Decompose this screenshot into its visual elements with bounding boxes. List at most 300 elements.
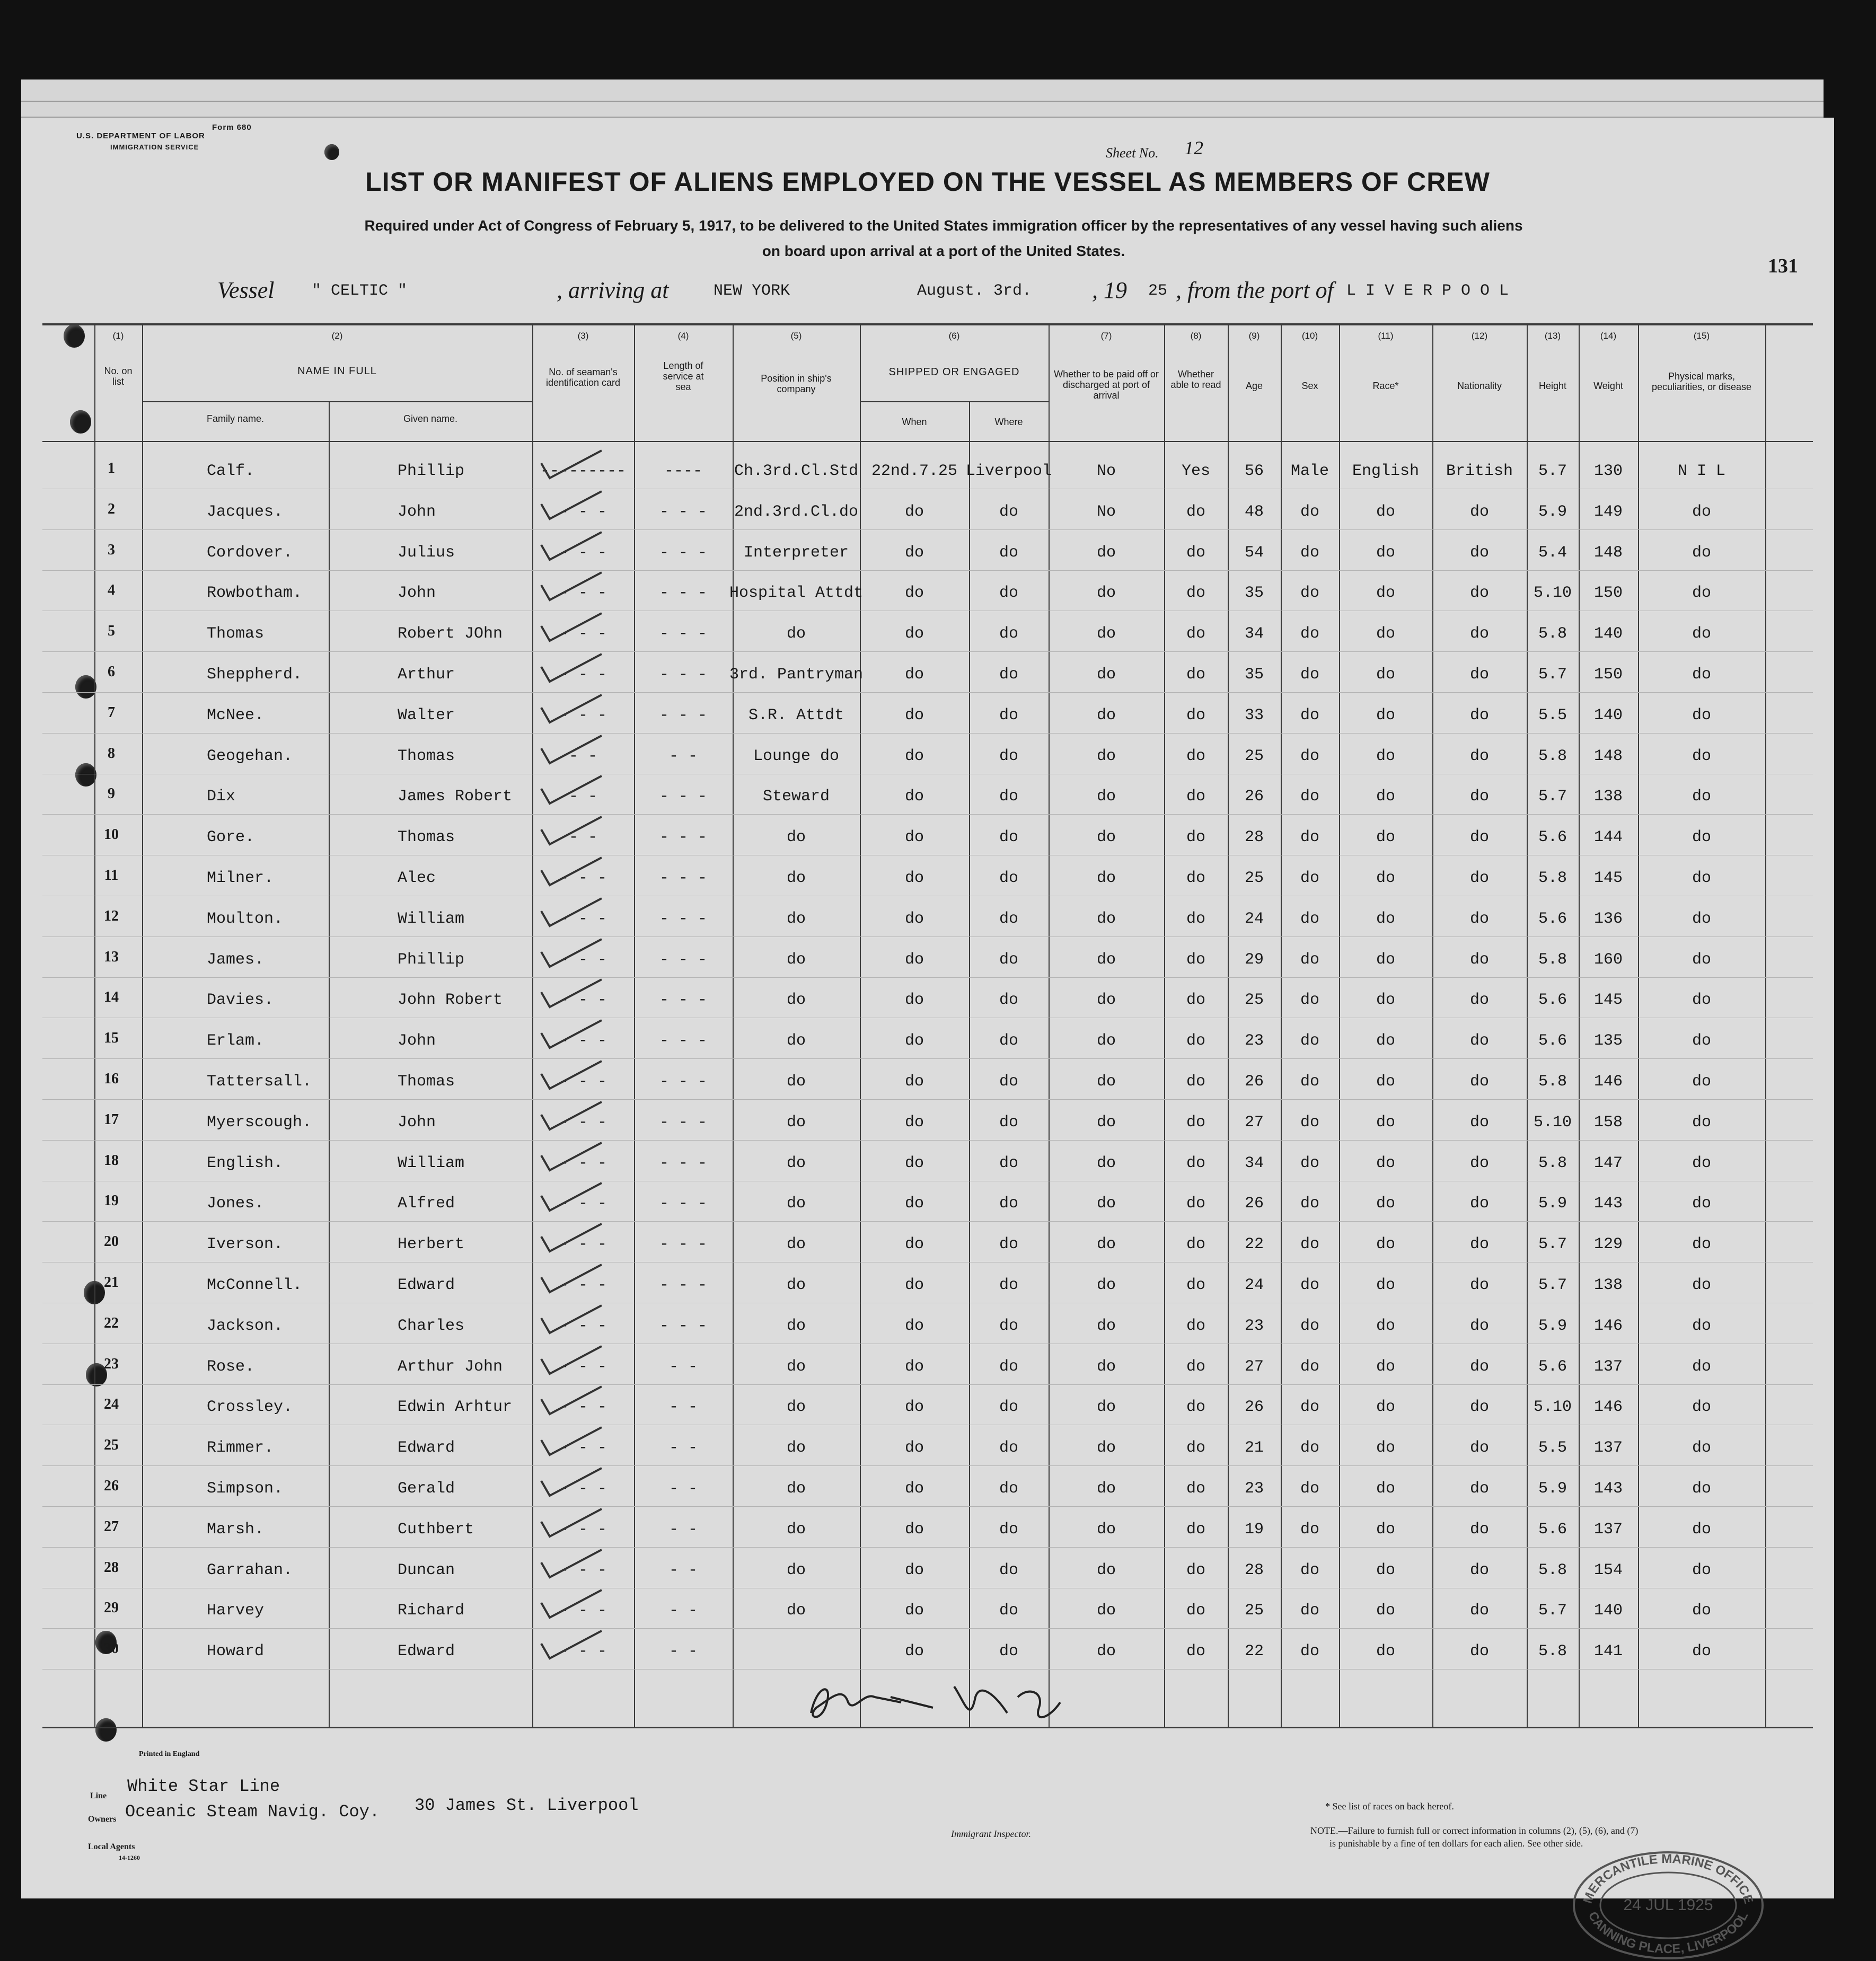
family-name-cell: Moulton. xyxy=(207,910,284,928)
shipped-where-cell: do xyxy=(999,1398,1019,1416)
family-name-cell: Rimmer. xyxy=(207,1439,274,1457)
height-cell: 5.6 xyxy=(1538,1521,1567,1539)
service-length-cell: - - - xyxy=(659,1114,708,1132)
paid-off-cell: do xyxy=(1096,666,1116,684)
given-name-cell: James Robert xyxy=(398,788,513,806)
check-mark xyxy=(538,488,607,525)
row-number-cell: 5 xyxy=(108,623,115,639)
sex-cell: do xyxy=(1300,788,1320,806)
check-mark xyxy=(538,1343,607,1380)
row-rule xyxy=(42,1221,1813,1222)
header-shipped: SHIPPED OR ENGAGED xyxy=(888,366,1020,378)
row-rule xyxy=(42,1384,1813,1385)
service-length-cell: - - - xyxy=(659,1195,708,1213)
age-cell: 25 xyxy=(1244,869,1264,887)
age-cell: 27 xyxy=(1244,1114,1264,1132)
weight-cell: 145 xyxy=(1593,869,1623,887)
age-cell: 28 xyxy=(1244,828,1264,846)
id-card-cell: - - - xyxy=(559,1032,607,1050)
id-card-cell: - - - xyxy=(559,1398,607,1416)
col-number: (11) xyxy=(1378,331,1394,341)
shipped-when-cell: do xyxy=(904,1195,924,1213)
id-card-cell: - - - xyxy=(559,1642,607,1660)
name-header-rule xyxy=(142,401,532,402)
age-cell: 25 xyxy=(1244,747,1264,765)
nationality-cell: do xyxy=(1469,625,1490,643)
height-cell: 5.6 xyxy=(1538,828,1567,846)
shipped-when-cell: do xyxy=(904,1480,924,1498)
owners-address: 30 James St. Liverpool xyxy=(415,1796,639,1815)
marks-cell: do xyxy=(1692,1398,1712,1416)
nationality-cell: do xyxy=(1469,1032,1490,1050)
position-cell: 3rd. Pantryman xyxy=(729,666,864,684)
shipped-where-cell: do xyxy=(999,788,1019,806)
given-name-cell: Charles xyxy=(398,1317,465,1335)
shipped-when-cell: do xyxy=(904,1602,924,1620)
shipped-where-cell: do xyxy=(999,1073,1019,1091)
height-cell: 5.7 xyxy=(1538,666,1567,684)
shipped-where-cell: do xyxy=(999,1642,1019,1660)
able-read-cell: do xyxy=(1186,1073,1206,1091)
check-mark xyxy=(538,569,607,606)
weight-cell: 145 xyxy=(1593,991,1623,1009)
paid-off-cell: do xyxy=(1096,1073,1116,1091)
nationality-cell: do xyxy=(1469,1439,1490,1457)
able-read-cell: do xyxy=(1186,1195,1206,1213)
col-number: (4) xyxy=(677,331,689,341)
id-card-cell: - - xyxy=(568,747,598,765)
service-length-cell: - - xyxy=(668,1602,698,1620)
seal-bottom-text: CANNING PLACE, LIVERPOOL xyxy=(1585,1909,1751,1957)
weight-cell: 149 xyxy=(1593,503,1623,521)
nationality-cell: do xyxy=(1469,991,1490,1009)
col-rule xyxy=(1432,323,1433,1728)
shipped-when-cell: do xyxy=(904,1398,924,1416)
weight-cell: 138 xyxy=(1593,788,1623,806)
shipped-where-cell: do xyxy=(999,1154,1019,1172)
shipped-when-cell: do xyxy=(904,747,924,765)
paid-off-cell: do xyxy=(1096,828,1116,846)
sex-cell: do xyxy=(1300,1317,1320,1335)
vessel-name: " CELTIC " xyxy=(312,282,408,300)
height-cell: 5.8 xyxy=(1538,951,1567,969)
race-cell: do xyxy=(1376,1317,1396,1335)
header-name-in-full: NAME IN FULL xyxy=(297,365,377,377)
row-number-cell: 28 xyxy=(104,1559,119,1576)
col-rule xyxy=(1638,323,1639,1728)
height-cell: 5.9 xyxy=(1538,1195,1567,1213)
sex-cell: Male xyxy=(1290,462,1329,480)
service-length-cell: - - - xyxy=(659,1317,708,1335)
shipped-when-cell: do xyxy=(904,1032,924,1050)
family-name-cell: Simpson. xyxy=(207,1480,284,1498)
sex-cell: do xyxy=(1300,625,1320,643)
race-cell: do xyxy=(1376,584,1396,602)
col-rule xyxy=(1281,323,1282,1728)
race-cell: do xyxy=(1376,1276,1396,1294)
height-cell: 5.7 xyxy=(1538,1235,1567,1253)
able-read-cell: do xyxy=(1186,1561,1206,1579)
height-cell: 5.5 xyxy=(1538,1439,1567,1457)
id-card-cell: - - - xyxy=(559,1317,607,1335)
race-cell: do xyxy=(1376,1235,1396,1253)
service-length-cell: - - - xyxy=(659,788,708,806)
service-length-cell: - - - xyxy=(659,666,708,684)
nationality-cell: do xyxy=(1469,1398,1490,1416)
nationality-cell: do xyxy=(1469,1521,1490,1539)
paid-off-cell: do xyxy=(1096,1439,1116,1457)
height-cell: 5.5 xyxy=(1538,706,1567,725)
height-cell: 5.8 xyxy=(1538,747,1567,765)
paid-off-cell: do xyxy=(1096,991,1116,1009)
check-mark xyxy=(538,773,607,810)
seal-date: 24 JUL 1925 xyxy=(1623,1896,1713,1914)
age-cell: 26 xyxy=(1244,1195,1264,1213)
nationality-cell: do xyxy=(1469,1195,1490,1213)
service: IMMIGRATION SERVICE xyxy=(110,143,199,151)
id-card-cell: - - - xyxy=(559,1235,607,1253)
shipped-when-cell: do xyxy=(904,1154,924,1172)
able-read-cell: do xyxy=(1186,910,1206,928)
race-cell: do xyxy=(1376,666,1396,684)
paid-off-cell: do xyxy=(1096,910,1116,928)
position-cell: do xyxy=(786,1154,806,1172)
family-name-cell: Davies. xyxy=(207,991,274,1009)
service-length-cell: - - - xyxy=(659,706,708,725)
nationality-cell: do xyxy=(1469,828,1490,846)
check-mark xyxy=(538,651,607,688)
paid-off-cell: do xyxy=(1096,747,1116,765)
paid-off-cell: do xyxy=(1096,1114,1116,1132)
col-number: (14) xyxy=(1600,331,1617,341)
check-mark xyxy=(538,1628,607,1665)
position-cell: Interpreter xyxy=(743,544,849,562)
shipped-when-cell: do xyxy=(904,1114,924,1132)
weight-cell: 143 xyxy=(1593,1195,1623,1213)
given-name-cell: William xyxy=(398,910,465,928)
row-rule xyxy=(42,1506,1813,1507)
id-card-cell: - - - xyxy=(559,869,607,887)
marks-cell: do xyxy=(1692,544,1712,562)
given-name-cell: Julius xyxy=(398,544,455,562)
age-cell: 33 xyxy=(1244,706,1264,725)
marks-cell: do xyxy=(1692,1642,1712,1660)
service-length-cell: - - - xyxy=(659,584,708,602)
marks-cell: do xyxy=(1692,706,1712,725)
races-note: * See list of races on back hereof. xyxy=(1325,1801,1454,1812)
position-cell: do xyxy=(786,828,806,846)
given-name-cell: Duncan xyxy=(398,1561,455,1579)
punch-hole xyxy=(64,324,85,348)
marks-cell: do xyxy=(1692,1521,1712,1539)
col-number: (9) xyxy=(1248,331,1260,341)
sex-cell: do xyxy=(1300,991,1320,1009)
punch-hole xyxy=(70,410,91,434)
inspector-label: Immigrant Inspector. xyxy=(951,1828,1031,1839)
shipped-when-cell: do xyxy=(904,1358,924,1376)
table-top-rule xyxy=(42,323,1813,325)
able-read-cell: do xyxy=(1186,1114,1206,1132)
shipped-where-cell: do xyxy=(999,544,1019,562)
position-cell: do xyxy=(786,1602,806,1620)
race-cell: do xyxy=(1376,869,1396,887)
col-rule xyxy=(142,323,143,1728)
position-cell: Lounge do xyxy=(753,747,840,765)
age-cell: 35 xyxy=(1244,584,1264,602)
given-name-cell: Alec xyxy=(398,869,436,887)
punch-hole xyxy=(75,675,96,699)
mercantile-marine-office-seal xyxy=(1570,1850,1766,1961)
age-cell: 48 xyxy=(1244,503,1264,521)
given-name-cell: Edward xyxy=(398,1276,455,1294)
department: U.S. DEPARTMENT OF LABOR xyxy=(76,131,205,140)
position-cell: do xyxy=(786,1235,806,1253)
weight-cell: 158 xyxy=(1593,1114,1623,1132)
shipped-when-cell: do xyxy=(904,1561,924,1579)
paid-off-cell: do xyxy=(1096,544,1116,562)
sex-cell: do xyxy=(1300,1398,1320,1416)
col-number: (2) xyxy=(331,331,343,341)
paid-off-cell: do xyxy=(1096,951,1116,969)
shipped-where-cell: do xyxy=(999,1114,1019,1132)
col-rule xyxy=(733,323,734,1728)
marks-cell: do xyxy=(1692,1195,1712,1213)
col-rule xyxy=(1527,323,1528,1728)
race-cell: do xyxy=(1376,1521,1396,1539)
shipped-when-cell: do xyxy=(904,910,924,928)
page-subtitle xyxy=(223,213,1664,264)
line-value: White Star Line xyxy=(127,1777,280,1796)
given-name-cell: John xyxy=(398,503,436,521)
able-read-cell: do xyxy=(1186,1154,1206,1172)
race-cell: English xyxy=(1352,462,1420,480)
sex-cell: do xyxy=(1300,869,1320,887)
able-read-cell: do xyxy=(1186,1521,1206,1539)
check-mark xyxy=(538,1424,607,1461)
sex-cell: do xyxy=(1300,1073,1320,1091)
shipped-when-cell: do xyxy=(904,1642,924,1660)
family-name-cell: Marsh. xyxy=(207,1521,265,1539)
row-number-cell: 26 xyxy=(104,1478,119,1494)
sex-cell: do xyxy=(1300,828,1320,846)
service-length-cell: - - xyxy=(668,1521,698,1539)
shipped-when-cell: do xyxy=(904,706,924,725)
family-name-cell: Rose. xyxy=(207,1358,255,1376)
able-read-cell: do xyxy=(1186,544,1206,562)
marks-cell: do xyxy=(1692,1154,1712,1172)
check-mark xyxy=(538,1506,607,1543)
shipped-where-cell: do xyxy=(999,951,1019,969)
col-rule xyxy=(860,323,861,1728)
weight-cell: 147 xyxy=(1593,1154,1623,1172)
weight-cell: 136 xyxy=(1593,910,1623,928)
given-name-cell: Phillip xyxy=(398,951,465,969)
check-mark xyxy=(538,1099,607,1136)
row-number-cell: 18 xyxy=(104,1152,119,1169)
age-cell: 26 xyxy=(1244,788,1264,806)
family-name-cell: Jacques. xyxy=(207,503,284,521)
race-cell: do xyxy=(1376,910,1396,928)
nationality-cell: do xyxy=(1469,503,1490,521)
height-cell: 5.8 xyxy=(1538,1073,1567,1091)
paid-off-cell: do xyxy=(1096,706,1116,725)
row-number-cell: 27 xyxy=(104,1518,119,1535)
paid-off-cell: do xyxy=(1096,1602,1116,1620)
weight-cell: 146 xyxy=(1593,1073,1623,1091)
service-length-cell: - - - xyxy=(659,503,708,521)
sex-cell: do xyxy=(1300,910,1320,928)
check-mark xyxy=(538,610,607,647)
family-name-cell: Myerscough. xyxy=(207,1114,312,1132)
height-cell: 5.7 xyxy=(1538,1602,1567,1620)
given-name-cell: Thomas xyxy=(398,828,455,846)
given-name-cell: Thomas xyxy=(398,747,455,765)
service-length-cell: - - xyxy=(668,1561,698,1579)
marks-cell: do xyxy=(1692,1317,1712,1335)
shipped-when-cell: 22nd.7.25 xyxy=(871,462,958,480)
marks-cell: do xyxy=(1692,584,1712,602)
position-cell: do xyxy=(786,1521,806,1539)
row-number-cell: 17 xyxy=(104,1111,119,1128)
service-length-cell: - - - xyxy=(659,869,708,887)
nationality-cell: do xyxy=(1469,1642,1490,1660)
given-name-cell: John Robert xyxy=(398,991,503,1009)
race-cell: do xyxy=(1376,1480,1396,1498)
row-rule xyxy=(42,733,1813,734)
row-number-cell: 2 xyxy=(108,501,115,517)
position-cell: do xyxy=(786,1114,806,1132)
height-cell: 5.6 xyxy=(1538,910,1567,928)
header-no-on-list: No. on list xyxy=(104,366,133,387)
row-number-cell: 9 xyxy=(108,785,115,802)
agents-code: 14-1260 xyxy=(119,1854,140,1861)
row-number-cell: 29 xyxy=(104,1600,119,1616)
position-cell: do xyxy=(786,951,806,969)
service-length-cell: - - - xyxy=(659,1235,708,1253)
line-label: Line xyxy=(90,1791,107,1800)
check-mark xyxy=(538,1221,607,1258)
from-label: , from the port of xyxy=(1176,277,1334,303)
arriving-label: , arriving at xyxy=(557,277,669,303)
id-card-cell: - - - xyxy=(559,1195,607,1213)
row-rule xyxy=(42,1058,1813,1059)
marks-cell: do xyxy=(1692,625,1712,643)
weight-cell: 138 xyxy=(1593,1276,1623,1294)
sex-cell: do xyxy=(1300,1642,1320,1660)
row-rule xyxy=(42,1547,1813,1548)
height-cell: 5.9 xyxy=(1538,1317,1567,1335)
note-line-1: NOTE.—Failure to furnish full or correct information in columns (2), (5), (6), and (7) xyxy=(1310,1825,1639,1836)
given-name-cell: Edwin Arhtur xyxy=(398,1398,513,1416)
marks-cell: do xyxy=(1692,1480,1712,1498)
owners-label: Owners xyxy=(88,1815,117,1824)
sheet-label: Sheet No. xyxy=(1106,145,1159,161)
shipped-when-cell: do xyxy=(904,1235,924,1253)
weight-cell: 144 xyxy=(1593,828,1623,846)
nationality-cell: do xyxy=(1469,666,1490,684)
col-rule xyxy=(532,323,533,1728)
nationality-cell: do xyxy=(1469,869,1490,887)
weight-cell: 140 xyxy=(1593,625,1623,643)
service-length-cell: - - xyxy=(668,1642,698,1660)
shipped-where-cell: do xyxy=(999,584,1019,602)
paid-off-cell: do xyxy=(1096,1358,1116,1376)
sex-cell: do xyxy=(1300,1521,1320,1539)
header-paid-off: Whether to be paid off or discharged at port of arrival xyxy=(1054,369,1159,401)
weight-cell: 141 xyxy=(1593,1642,1623,1660)
service-length-cell: - - - xyxy=(659,1073,708,1091)
col-rule xyxy=(634,323,635,1728)
sex-cell: do xyxy=(1300,1154,1320,1172)
race-cell: do xyxy=(1376,544,1396,562)
check-mark xyxy=(538,814,607,851)
position-cell: Ch.3rd.Cl.Std xyxy=(734,462,859,480)
row-rule xyxy=(42,814,1813,815)
id-card-cell: - - - xyxy=(559,1521,607,1539)
family-name-cell: Tattersall. xyxy=(207,1073,312,1091)
sex-cell: do xyxy=(1300,1561,1320,1579)
shipped-when-cell: do xyxy=(904,1521,924,1539)
given-name-cell: John xyxy=(398,1114,436,1132)
age-cell: 25 xyxy=(1244,1602,1264,1620)
height-cell: 5.9 xyxy=(1538,1480,1567,1498)
age-cell: 29 xyxy=(1244,951,1264,969)
row-number-cell: 21 xyxy=(104,1274,119,1291)
family-name-cell: McNee. xyxy=(207,706,265,725)
header-age: Age xyxy=(1245,381,1263,391)
nationality-cell: do xyxy=(1469,706,1490,725)
sex-cell: do xyxy=(1300,706,1320,725)
position-cell: do xyxy=(786,1439,806,1457)
weight-cell: 154 xyxy=(1593,1561,1623,1579)
sex-cell: do xyxy=(1300,1235,1320,1253)
row-number-cell: 6 xyxy=(108,664,115,680)
shipped-where-cell: do xyxy=(999,991,1019,1009)
age-cell: 24 xyxy=(1244,910,1264,928)
col-rule xyxy=(1339,323,1340,1728)
header-given-name: Given name. xyxy=(403,413,458,424)
row-number-cell: 22 xyxy=(104,1315,119,1331)
position-cell: do xyxy=(786,1195,806,1213)
position-cell: do xyxy=(786,1032,806,1050)
shipped-when-cell: do xyxy=(904,869,924,887)
weight-cell: 148 xyxy=(1593,544,1623,562)
id-card-cell: - - - xyxy=(559,991,607,1009)
col-number: (10) xyxy=(1301,331,1318,341)
col-rule xyxy=(1765,323,1766,1728)
shipped-when-cell: do xyxy=(904,584,924,602)
shipped-when-cell: do xyxy=(904,666,924,684)
race-cell: do xyxy=(1376,1114,1396,1132)
header-position: Position in ship's company xyxy=(761,373,832,394)
able-read-cell: do xyxy=(1186,951,1206,969)
family-name-cell: Garrahan. xyxy=(207,1561,293,1579)
height-cell: 5.10 xyxy=(1533,1398,1572,1416)
able-read-cell: do xyxy=(1186,869,1206,887)
age-cell: 54 xyxy=(1244,544,1264,562)
id-card-cell: - - - xyxy=(559,951,607,969)
age-cell: 35 xyxy=(1244,666,1264,684)
weight-cell: 150 xyxy=(1593,584,1623,602)
position-cell: do xyxy=(786,869,806,887)
nationality-cell: do xyxy=(1469,788,1490,806)
id-card-cell: - - - xyxy=(559,1480,607,1498)
shipped-when-cell: do xyxy=(904,951,924,969)
family-name-cell: Sheppherd. xyxy=(207,666,303,684)
form-number: Form 680 xyxy=(212,123,252,132)
svg-text:CANNING PLACE, LIVERPOOL xyxy=(1586,1909,1751,1956)
weight-cell: 146 xyxy=(1593,1317,1623,1335)
